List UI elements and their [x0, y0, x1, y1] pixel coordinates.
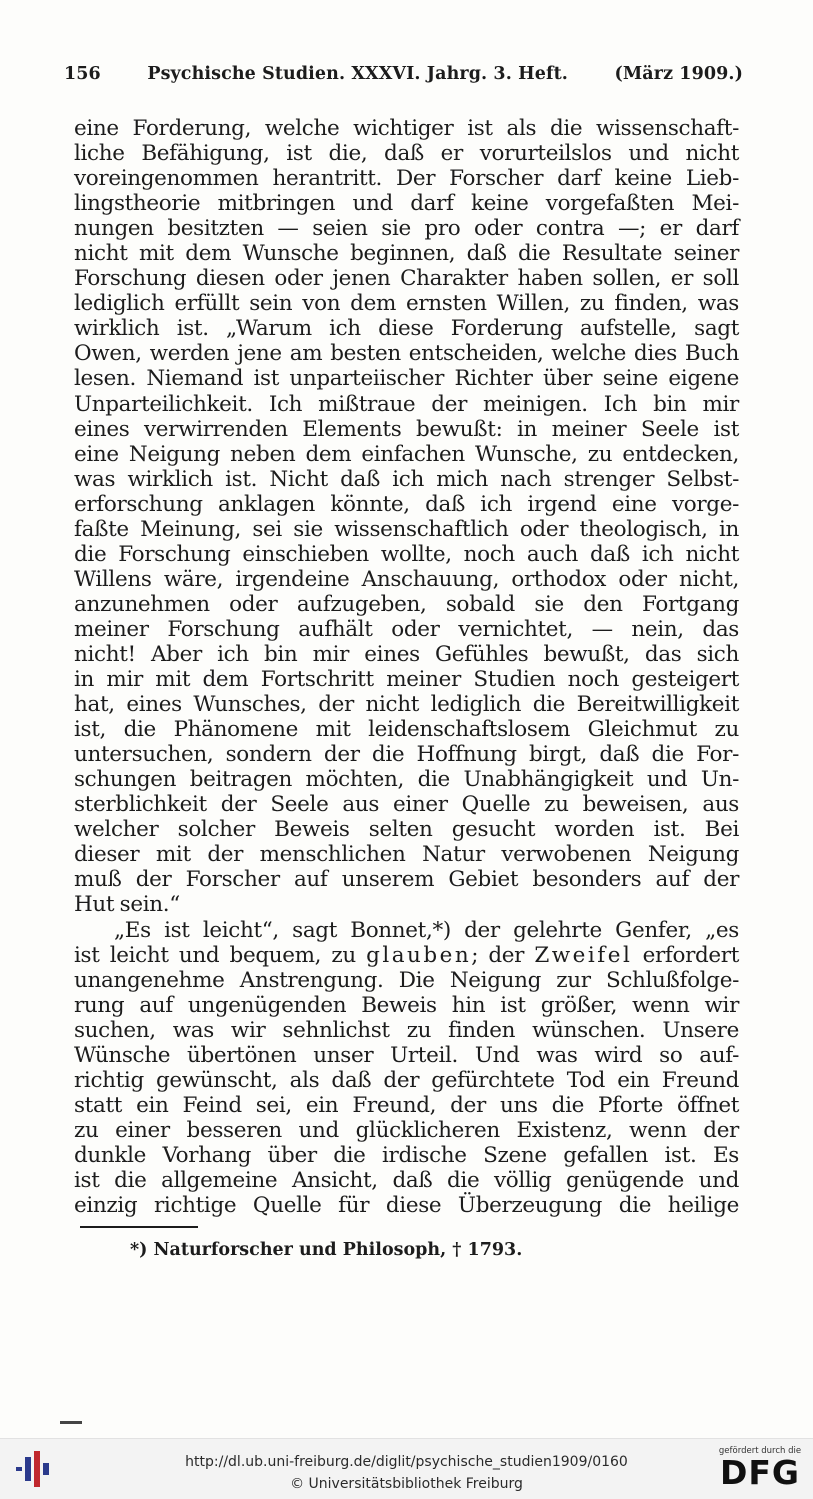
text-line: was wirklich ist. Nicht daß ich mich nach strenger Selbst-: [74, 466, 739, 492]
print-mark: [60, 1421, 82, 1424]
footnote-rule: [80, 1226, 198, 1228]
quote-text: ist leicht und bequem, zu: [74, 942, 356, 968]
copyright-notice: © Universitätsbibliothek Freiburg: [290, 1476, 523, 1492]
quote-first-line: „Es ist leicht“, sagt Bonnet,*) der gelehrte Genfer, „es: [114, 917, 739, 943]
dfg-logo[interactable]: [717, 1446, 803, 1490]
journal-title: Psychische Studien. XXXVI. Jahrg. 3. Heft.: [147, 64, 568, 84]
text-line: Owen, werden jene am besten entscheiden, welche dies Buch: [74, 341, 739, 367]
text-line: dunkle Vorhang über die irdische Szene gefallen ist. Es: [74, 1142, 739, 1168]
body-text: [74, 116, 739, 1218]
running-header: [64, 64, 743, 84]
text-line: nungen besitzten — seien sie pro oder contra —; er darf: [74, 216, 739, 242]
text-line: richtig gewünscht, als daß der gefürchtete Tod ein Freund: [74, 1067, 739, 1093]
viewer-footer-bar: [0, 1438, 813, 1499]
text-line: Unparteilichkeit. Ich mißtraue der meinigen. Ich bin mir: [74, 391, 739, 417]
text-line: ist die allgemeine Ansicht, daß die völlig genügende und: [74, 1167, 739, 1193]
text-line: statt ein Feind sei, ein Freund, der uns die Pforte öffnet: [74, 1092, 739, 1118]
text-line: unangenehme Anstrengung. Die Neigung zur Schlußfolge-: [74, 967, 739, 993]
text-line: hat, eines Wunsches, der nicht lediglich die Bereitwilligkeit: [74, 692, 739, 718]
spaced-emphasis: Zweifel: [534, 942, 633, 968]
text-line: lingstheorie mitbringen und darf keine vorgefaßten Mei-: [74, 191, 739, 217]
text-line: schungen beitragen möchten, die Unabhängigkeit und Un-: [74, 767, 739, 793]
text-line: lediglich erfüllt sein von dem ernsten Willen, zu finden, was: [74, 291, 739, 317]
permalink-url[interactable]: http://dl.ub.uni-freiburg.de/diglit/psychische_studien1909/0160: [185, 1454, 628, 1470]
text-line: welcher solcher Beweis selten gesucht worden ist. Bei: [74, 817, 739, 843]
text-line: liche Befähigung, ist die, daß er vorurteilslos und nicht: [74, 141, 739, 167]
text-line: ist, die Phänomene mit leidenschaftslosem Gleichmut zu: [74, 717, 739, 743]
text-line: sterblichkeit der Seele aus einer Quelle zu beweisen, aus: [74, 792, 739, 818]
text-line: nicht mit dem Wunsche beginnen, daß die Resultate seiner: [74, 241, 739, 267]
issue-date: (März 1909.): [614, 64, 743, 84]
text-line: lesen. Niemand ist unparteiischer Richter über seine eigene: [74, 366, 739, 392]
text-line: eine Neigung neben dem einfachen Wunsche, zu entdecken,: [74, 441, 739, 467]
text-line: eine Forderung, welche wichtiger ist als die wissenschaft-: [74, 116, 739, 141]
footnote: *) Naturforscher und Philosoph, † 1793.: [130, 1240, 523, 1260]
text-line: erforschung anklagen könnte, daß ich irgend eine vorge-: [74, 491, 739, 517]
text-line: zu einer besseren und glücklicheren Existenz, wenn der: [74, 1117, 739, 1143]
text-line: anzunehmen oder aufzugeben, sobald sie den Fortgang: [74, 591, 739, 617]
text-line: muß der Forscher auf unserem Gebiet besonders auf der: [74, 867, 739, 893]
quote-line-spaced: [74, 943, 739, 968]
text-line: Willens wäre, irgendeine Anschauung, orthodox oder nicht,: [74, 566, 739, 592]
text-line: Wünsche übertönen unser Urteil. Und was wird so auf-: [74, 1042, 739, 1068]
spaced-emphasis: glauben: [366, 942, 472, 968]
text-line: rung auf ungenügenden Beweis hin ist größer, wenn wir: [74, 992, 739, 1018]
text-line: meiner Forschung aufhält oder vernichtet, — nein, das: [74, 616, 739, 642]
text-line: nicht! Aber ich bin mir eines Gefühles bewußt, das sich: [74, 641, 739, 667]
text-line: Hut sein.“: [74, 892, 180, 918]
text-line: faßte Meinung, sei sie wissenschaftlich oder theologisch, in: [74, 516, 739, 542]
text-line: eines verwirrenden Elements bewußt: in meiner Seele ist: [74, 416, 739, 442]
text-line: suchen, was wir sehnlichst zu finden wünschen. Unsere: [74, 1017, 739, 1043]
text-line: voreingenommen herantritt. Der Forscher darf keine Lieb-: [74, 166, 739, 192]
quote-text: ; der: [471, 942, 525, 968]
text-line: in mir mit dem Fortschritt meiner Studien noch gesteigert: [74, 667, 739, 693]
text-line: wirklich ist. „Warum ich diese Forderung aufstelle, sagt: [74, 316, 739, 342]
text-line: untersuchen, sondern der die Hoffnung birgt, daß die For-: [74, 742, 739, 768]
dfg-funding-text: gefördert durch die: [718, 1446, 802, 1456]
text-line: die Forschung einschieben wollte, noch auch daß ich nicht: [74, 541, 739, 567]
dfg-logo-text: DFG: [719, 1453, 801, 1492]
text-line: Forschung diesen oder jenen Charakter haben sollen, er soll: [74, 266, 739, 292]
text-line: dieser mit der menschlichen Natur verwobenen Neigung: [74, 842, 739, 868]
page-number: 156: [64, 64, 101, 84]
text-line: einzig richtige Quelle für diese Überzeugung die heilige: [74, 1193, 739, 1219]
quote-text: erfordert: [642, 942, 740, 968]
